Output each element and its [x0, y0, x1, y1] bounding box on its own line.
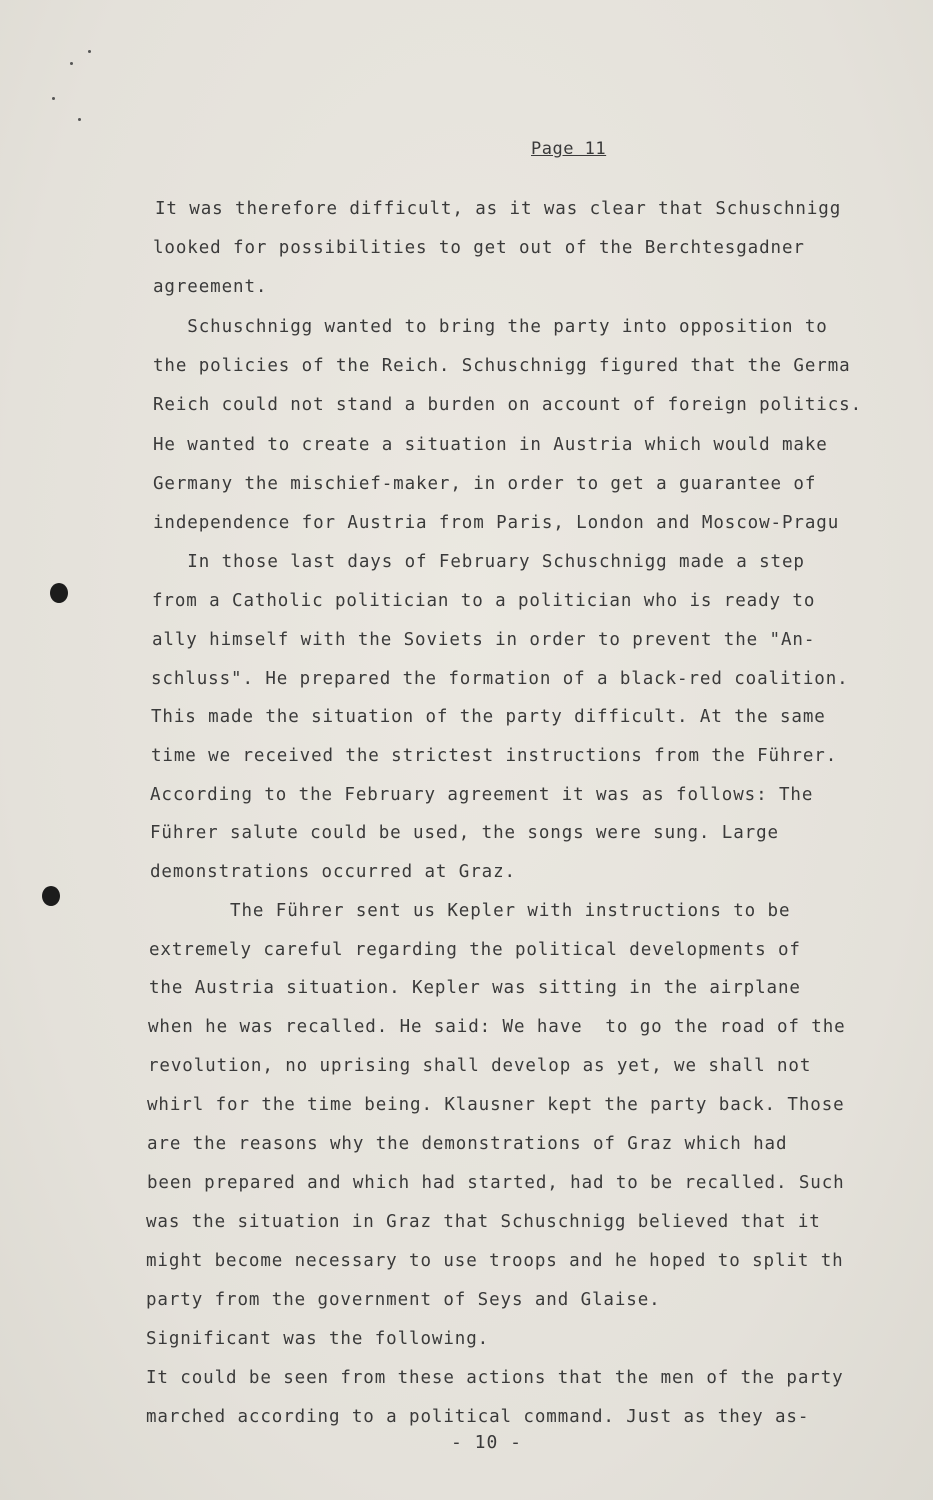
text-line: the policies of the Reich. Schuschnigg figured that the Germa: [153, 356, 851, 376]
text-line: independence for Austria from Paris, London and Moscow-Pragu: [153, 513, 840, 533]
text-line: the Austria situation. Kepler was sitting in the airplane: [149, 978, 801, 998]
text-line: Führer salute could be used, the songs were sung. Large: [150, 823, 779, 843]
punch-hole: [50, 583, 68, 603]
text-line: demonstrations occurred at Graz.: [150, 862, 516, 882]
text-line: Reich could not stand a burden on account of foreign politics.: [153, 395, 863, 415]
text-line: might become necessary to use troops and he hoped to split th: [146, 1251, 844, 1271]
text-line: schluss". He prepared the formation of a black-red coalition.: [151, 669, 849, 689]
page-title: Page 11: [531, 139, 607, 159]
text-line: are the reasons why the demonstrations of Graz which had: [147, 1134, 788, 1154]
text-line: was the situation in Graz that Schuschnigg believed that it: [146, 1212, 821, 1232]
paper-speck: [52, 97, 55, 100]
paper-speck: [78, 118, 81, 121]
page-number: - 10 -: [451, 1432, 523, 1453]
text-line: He wanted to create a situation in Austria which would make: [153, 435, 828, 455]
text-line: revolution, no uprising shall develop as yet, we shall not: [148, 1056, 812, 1076]
text-line: ally himself with the Soviets in order to prevent the "An-: [152, 630, 816, 650]
text-line: agreement.: [153, 277, 268, 297]
text-line: Schuschnigg wanted to bring the party into opposition to: [153, 317, 828, 337]
text-line: whirl for the time being. Klausner kept the party back. Those: [147, 1095, 845, 1115]
paper-speck: [70, 62, 73, 65]
text-line: It was therefore difficult, as it was clear that Schuschnigg: [155, 199, 842, 219]
text-line: The Führer sent us Kepler with instructions to be: [150, 901, 791, 921]
text-line: Significant was the following.: [146, 1329, 490, 1349]
text-line: marched according to a political command. Just as they as-: [146, 1407, 810, 1427]
text-line: extremely careful regarding the political developments of: [149, 940, 801, 960]
punch-hole: [42, 886, 60, 906]
text-line: This made the situation of the party difficult. At the same: [151, 707, 826, 727]
text-line: In those last days of February Schuschnigg made a step: [153, 552, 805, 572]
text-line: when he was recalled. He said: We have to go the road of the: [148, 1017, 846, 1037]
text-line: time we received the strictest instructions from the Führer.: [151, 746, 838, 766]
text-line: party from the government of Seys and Glaise.: [146, 1290, 661, 1310]
text-line: looked for possibilities to get out of the Berchtesgadner: [153, 238, 805, 258]
text-line: from a Catholic politician to a politician who is ready to: [152, 591, 816, 611]
text-line: been prepared and which had started, had to be recalled. Such: [147, 1173, 845, 1193]
text-line: Germany the mischief-maker, in order to get a guarantee of: [153, 474, 817, 494]
text-line: According to the February agreement it was as follows: The: [150, 785, 814, 805]
paper-speck: [88, 50, 91, 53]
text-line: It could be seen from these actions that the men of the party: [146, 1368, 844, 1388]
